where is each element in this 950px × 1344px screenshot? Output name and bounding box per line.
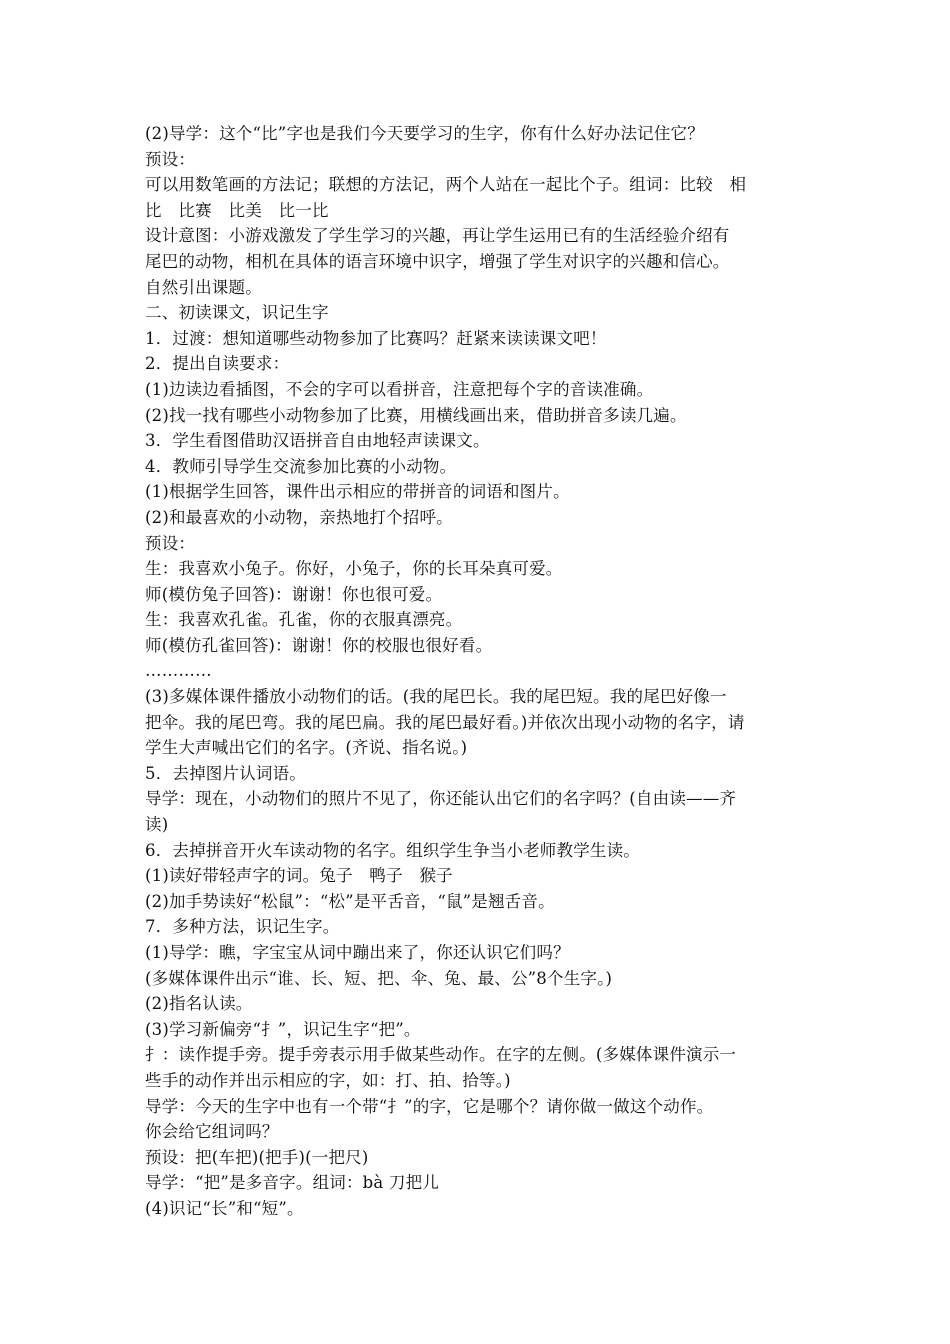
text-line: 比 比赛 比美 比一比 — [145, 200, 329, 220]
text-line: 导学：现在，小动物们的照片不见了，你还能认出它们的名字吗？(自由读——齐 — [145, 789, 737, 809]
text-line: (3)多媒体课件播放小动物们的话。(我的尾巴长。我的尾巴短。我的尾巴好像一 — [145, 687, 727, 707]
text-line: ………… — [145, 661, 212, 681]
text-line: (2)指名认读。 — [145, 994, 253, 1014]
text-line: 导学：“把”是多音字。组词：bà 刀把儿 — [145, 1173, 440, 1193]
text-line: 5．去掉图片认词语。 — [145, 763, 306, 783]
text-line: 导学：今天的生字中也有一个带“扌”的字，它是哪个？请你做一做这个动作。 — [145, 1096, 714, 1116]
text-line: 师(模仿兔子回答)：谢谢！你也很可爱。 — [145, 584, 443, 604]
text-line: 扌：读作提手旁。提手旁表示用手做某些动作。在字的左侧。(多媒体课件演示一 — [145, 1045, 737, 1065]
text-line: 自然引出课题。 — [145, 277, 262, 297]
text-line: 预设： — [145, 533, 196, 553]
text-line: 4．教师引导学生交流参加比赛的小动物。 — [145, 456, 457, 476]
text-line: (1)边读边看插图，不会的字可以看拼音，注意把每个字的音读准确。 — [145, 379, 654, 399]
text-line: 些手的动作并出示相应的字，如：打、拍、拾等。) — [145, 1070, 511, 1090]
text-line: 设计意图：小游戏激发了学生学习的兴趣，再让学生运用已有的生活经验介绍有 — [145, 226, 730, 246]
text-line: 尾巴的动物，相机在具体的语言环境中识字，增强了学生对识字的兴趣和信心。 — [145, 251, 730, 271]
text-line: 预设： — [145, 149, 196, 169]
text-line: 6．去掉拼音开火车读动物的名字。组织学生争当小老师教学生读。 — [145, 840, 640, 860]
text-line: (1)根据学生回答，课件出示相应的带拼音的词语和图片。 — [145, 482, 570, 502]
text-line: (3)学习新偏旁“扌”，识记生字“把”。 — [145, 1019, 421, 1039]
text-line: (2)加手势读好“松鼠”：“松”是平舌音，“鼠”是翘舌音。 — [145, 891, 555, 911]
text-line: 1．过渡：想知道哪些动物参加了比赛吗？赶紧来读读课文吧！ — [145, 328, 607, 348]
text-line: 预设：把(车把)(把手)(一把尺) — [145, 1147, 369, 1167]
text-line: 二、初读课文，识记生字 — [145, 303, 329, 323]
text-line: 读) — [145, 815, 169, 835]
document-page — [145, 121, 815, 1222]
text-line: 学生大声喊出它们的名字。(齐说、指名说。) — [145, 738, 468, 758]
text-line: (2)导学：这个“比”字也是我们今天要学习的生字，你有什么好办法记住它？ — [145, 124, 704, 143]
text-line: 把伞。我的尾巴弯。我的尾巴扁。我的尾巴最好看。)并依次出现小动物的名字，请 — [145, 712, 745, 732]
text-line: 7．多种方法，识记生字。 — [145, 917, 340, 937]
text-line: 3．学生看图借助汉语拼音自由地轻声读课文。 — [145, 431, 490, 451]
text-line: 师(模仿孔雀回答)：谢谢！你的校服也很好看。 — [145, 635, 493, 655]
text-line: 可以用数笔画的方法记；联想的方法记，两个人站在一起比个子。组词：比较 相 — [145, 175, 747, 195]
text-line: 2．提出自读要求： — [145, 354, 290, 374]
text-line: (2)和最喜欢的小动物，亲热地打个招呼。 — [145, 507, 453, 527]
text-line: 生：我喜欢小兔子。你好，小兔子，你的长耳朵真可爱。 — [145, 559, 563, 579]
text-line: (1)读好带轻声字的词。兔子 鸭子 猴子 — [145, 866, 453, 886]
text-line: 你会给它组词吗？ — [145, 1122, 279, 1142]
text-line: (4)识记“长”和“短”。 — [145, 1198, 304, 1218]
text-line: (2)找一找有哪些小动物参加了比赛，用横线画出来，借助拼音多读几遍。 — [145, 405, 687, 425]
text-line: (多媒体课件出示“谁、长、短、把、伞、兔、最、公”8个生字。) — [145, 968, 613, 988]
text-line: (1)导学：瞧，字宝宝从词中蹦出来了，你还认识它们吗？ — [145, 943, 570, 962]
text-line: 生：我喜欢孔雀。孔雀，你的衣服真漂亮。 — [145, 610, 463, 630]
